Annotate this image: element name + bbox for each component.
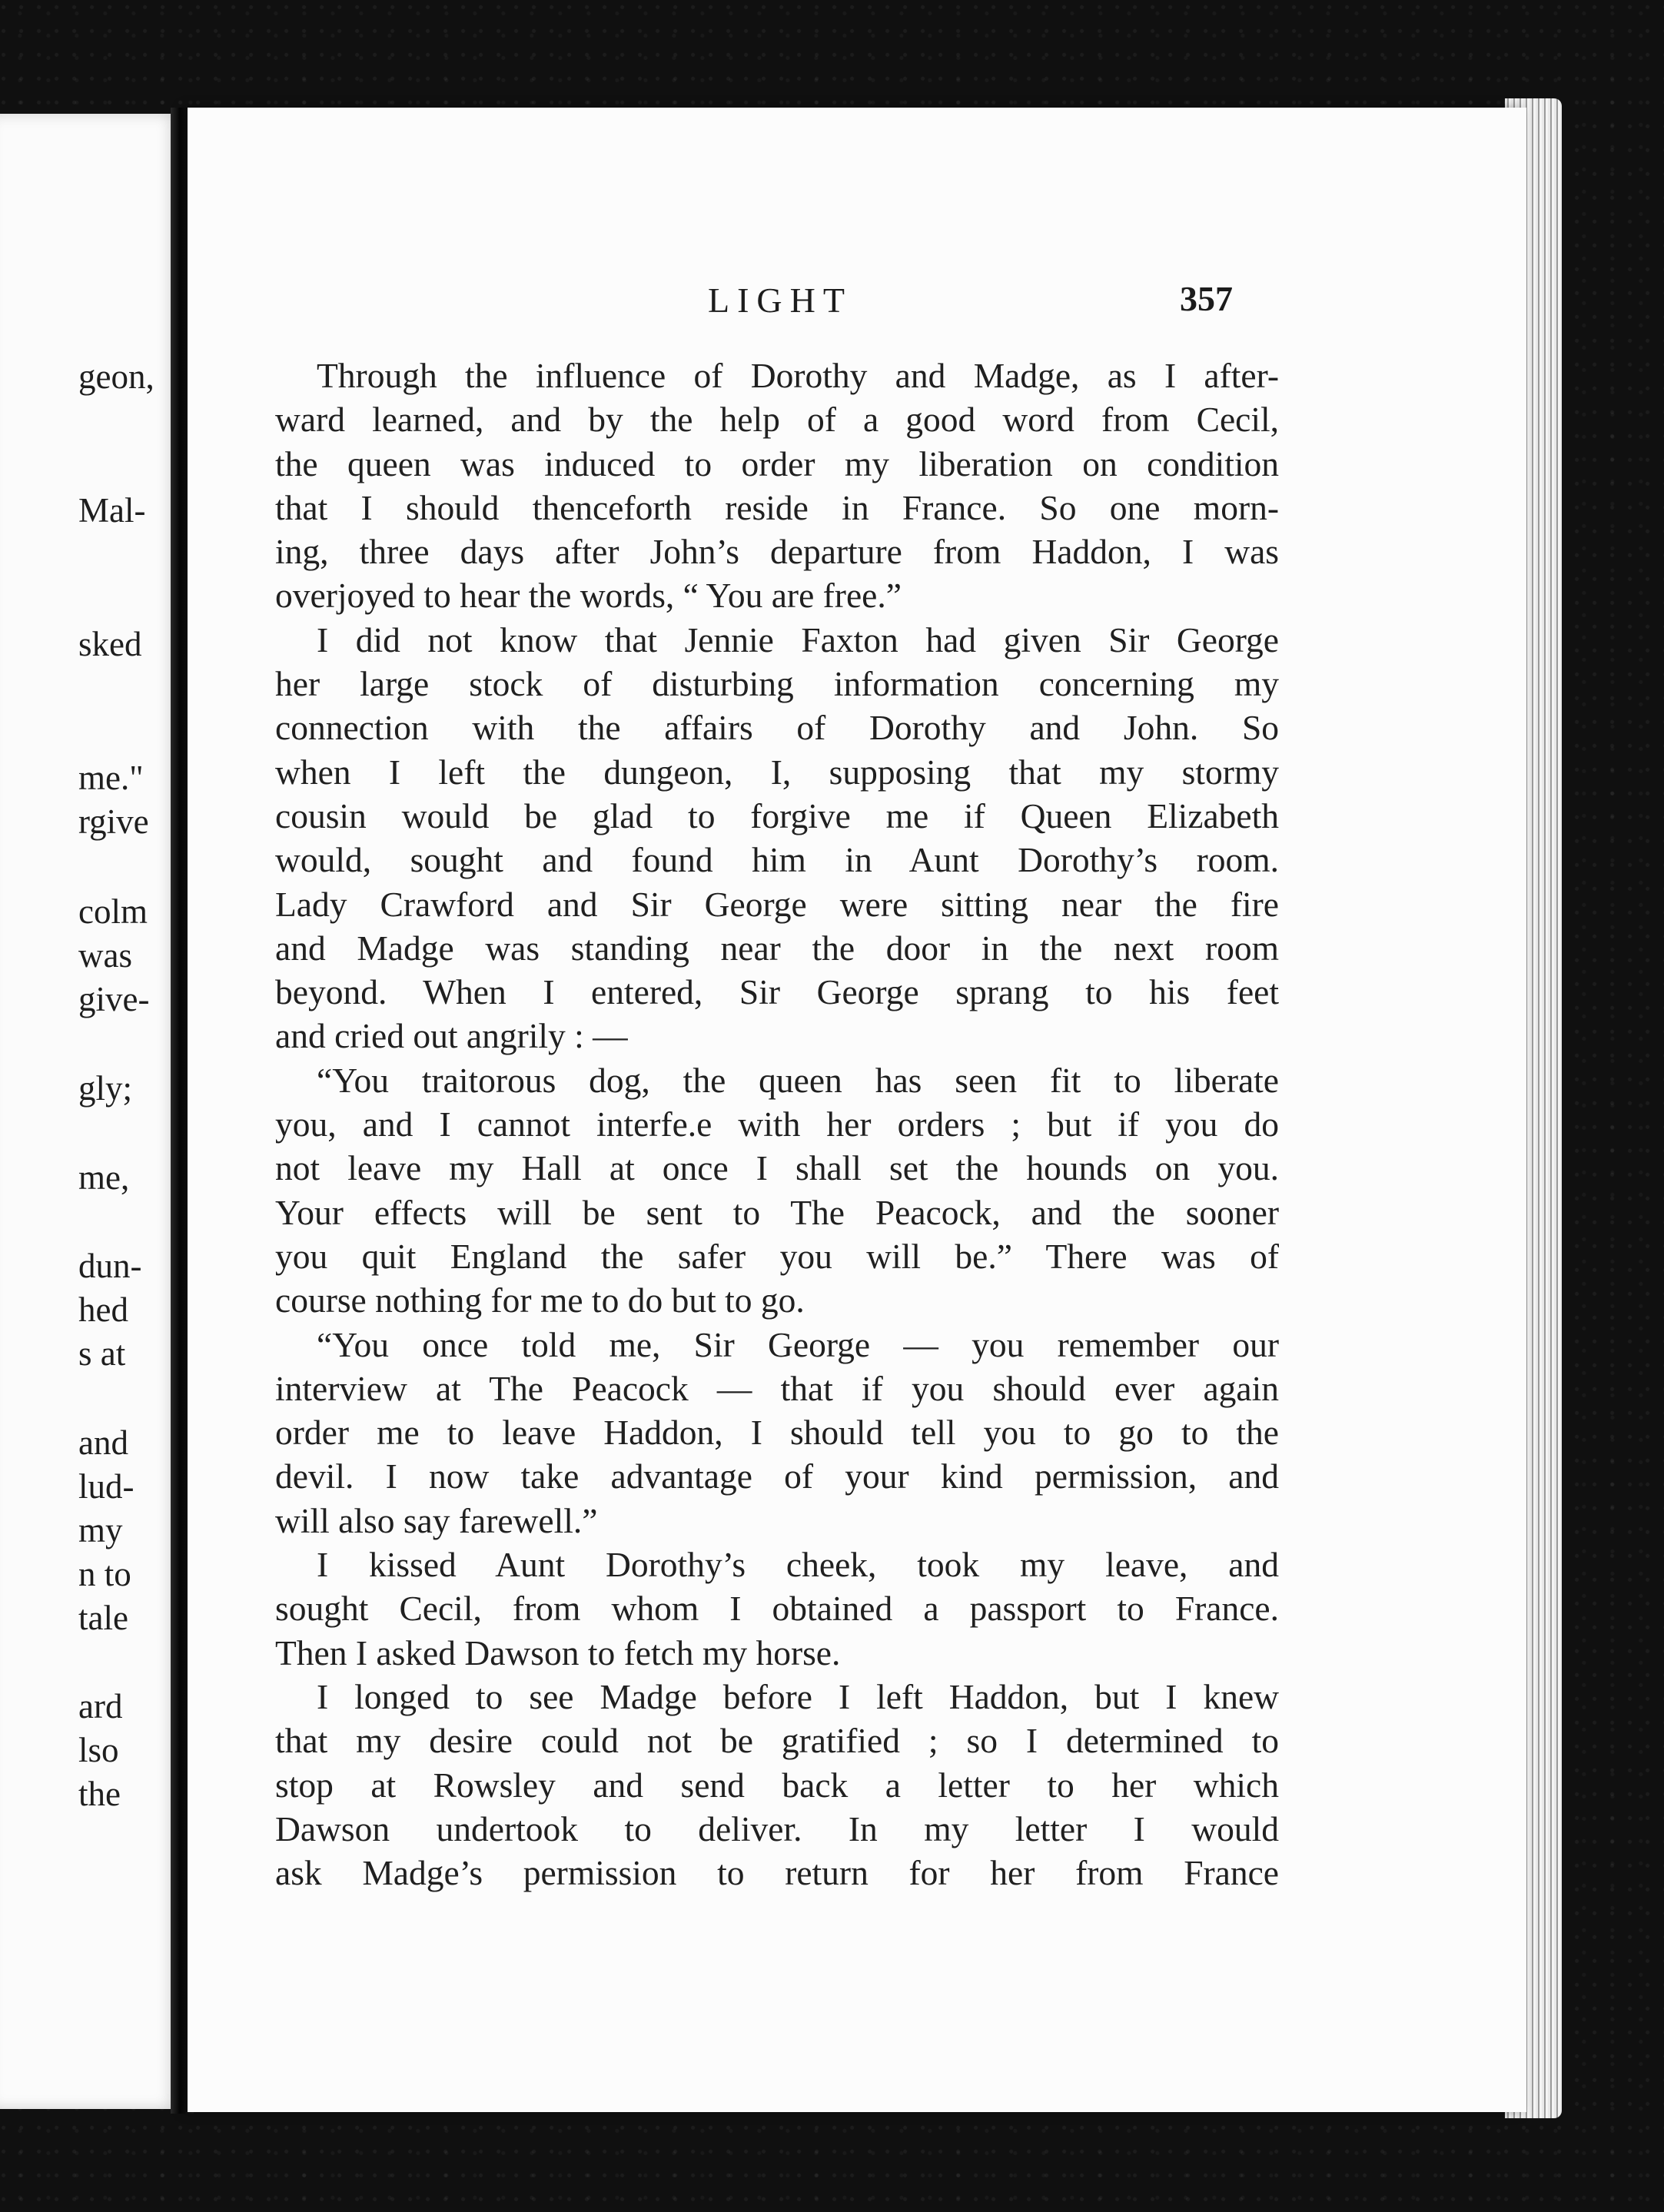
text-line: I did not know that Jennie Faxton had given Sir George (317, 619, 1279, 659)
text-line: “You once told me, Sir George — you remember our (317, 1324, 1279, 1364)
text-line: ask Madge’s permission to return for her from France (275, 1853, 1279, 1893)
text-line: that I should thenceforth reside in France. So one morn- (275, 487, 1279, 527)
text-line: ing, three days after John’s departure from Haddon, I was (275, 532, 1279, 572)
text-line: order me to leave Haddon, I should tell you to go to the (275, 1413, 1279, 1453)
text-line: her large stock of disturbing information concerning my (275, 664, 1279, 704)
right-page (188, 108, 1526, 2112)
text-line: I longed to see Madge before I left Haddon, but I knew (317, 1676, 1279, 1716)
text-line: interview at The Peacock — that if you should ever again (275, 1368, 1279, 1408)
text-line: devil. I now take advantage of your kind permission, and (275, 1456, 1279, 1496)
left-page-fragment: tale (78, 1599, 128, 1637)
left-page-fragment: geon, (78, 357, 154, 396)
text-line: connection with the affairs of Dorothy and John. So (275, 708, 1279, 748)
running-head: LIGHT (708, 281, 852, 320)
text-line: and cried out angrily : — (275, 1016, 628, 1056)
text-line: not leave my Hall at once I shall set the hounds on you. (275, 1148, 1279, 1188)
body-text (275, 354, 1279, 1895)
text-line: when I left the dungeon, I, supposing that my stormy (275, 752, 1279, 792)
left-page-fragment: me." (78, 759, 144, 797)
left-page-fragment: s at (78, 1334, 126, 1373)
left-page-fragment: rgive (78, 802, 149, 841)
text-line: beyond. When I entered, Sir George sprang to his feet (275, 972, 1279, 1012)
text-line: Lady Crawford and Sir George were sitting near the fire (275, 884, 1279, 924)
text-line: “You traitorous dog, the queen has seen fit to liberate (317, 1060, 1279, 1100)
text-line: that my desire could not be gratified ; so I determined to (275, 1721, 1279, 1761)
text-line: Through the influence of Dorothy and Madge, as I after- (317, 356, 1279, 395)
left-page-fragment: my (78, 1511, 123, 1549)
left-page-fragment: ard (78, 1687, 123, 1725)
left-page-fragment: sked (78, 625, 142, 663)
text-line: cousin would be glad to forgive me if Queen Elizabeth (275, 795, 1279, 835)
left-page-fragment: gly; (78, 1069, 133, 1108)
text-line: Dawson undertook to deliver. In my letter I would (275, 1808, 1279, 1848)
left-page-fragment: and (78, 1423, 128, 1462)
text-line: overjoyed to hear the words, “ You are free.” (275, 576, 902, 616)
text-line: stop at Rowsley and send back a letter to her which (275, 1765, 1279, 1805)
left-page-fragment: colm (78, 892, 148, 931)
page-number: 357 (1180, 279, 1233, 318)
text-line: I kissed Aunt Dorothy’s cheek, took my leave, and (317, 1545, 1279, 1585)
text-line: you quit England the safer you will be.” There was of (275, 1236, 1279, 1276)
text-line: you, and I cannot interfe.e with her orders ; but if you do (275, 1104, 1279, 1144)
left-page (0, 114, 181, 2109)
text-line: would, sought and found him in Aunt Dorothy’s room. (275, 840, 1279, 880)
text-line: and Madge was standing near the door in the next room (275, 928, 1279, 968)
text-line: sought Cecil, from whom I obtained a passport to France. (275, 1589, 1279, 1629)
left-page-fragment: Mal- (78, 491, 146, 530)
left-page-fragment: hed (78, 1290, 128, 1329)
text-line: the queen was induced to order my liberation on condition (275, 443, 1279, 483)
left-page-fragment: was (78, 936, 132, 975)
left-page-fragment: n to (78, 1555, 131, 1593)
left-page-fragment: lso (78, 1731, 119, 1769)
left-page-fragment: give- (78, 980, 150, 1018)
left-page-fragment: dun- (78, 1247, 142, 1285)
text-line: Your effects will be sent to The Peacock, and the sooner (275, 1192, 1279, 1232)
left-page-fragment: me, (78, 1158, 130, 1197)
text-line: Then I asked Dawson to fetch my horse. (275, 1632, 841, 1672)
text-line: will also say farewell.” (275, 1500, 598, 1540)
left-page-fragment: lud- (78, 1467, 135, 1506)
text-line: ward learned, and by the help of a good word from Cecil, (275, 400, 1279, 440)
left-page-fragment: the (78, 1775, 121, 1813)
text-line: course nothing for me to do but to go. (275, 1280, 805, 1320)
